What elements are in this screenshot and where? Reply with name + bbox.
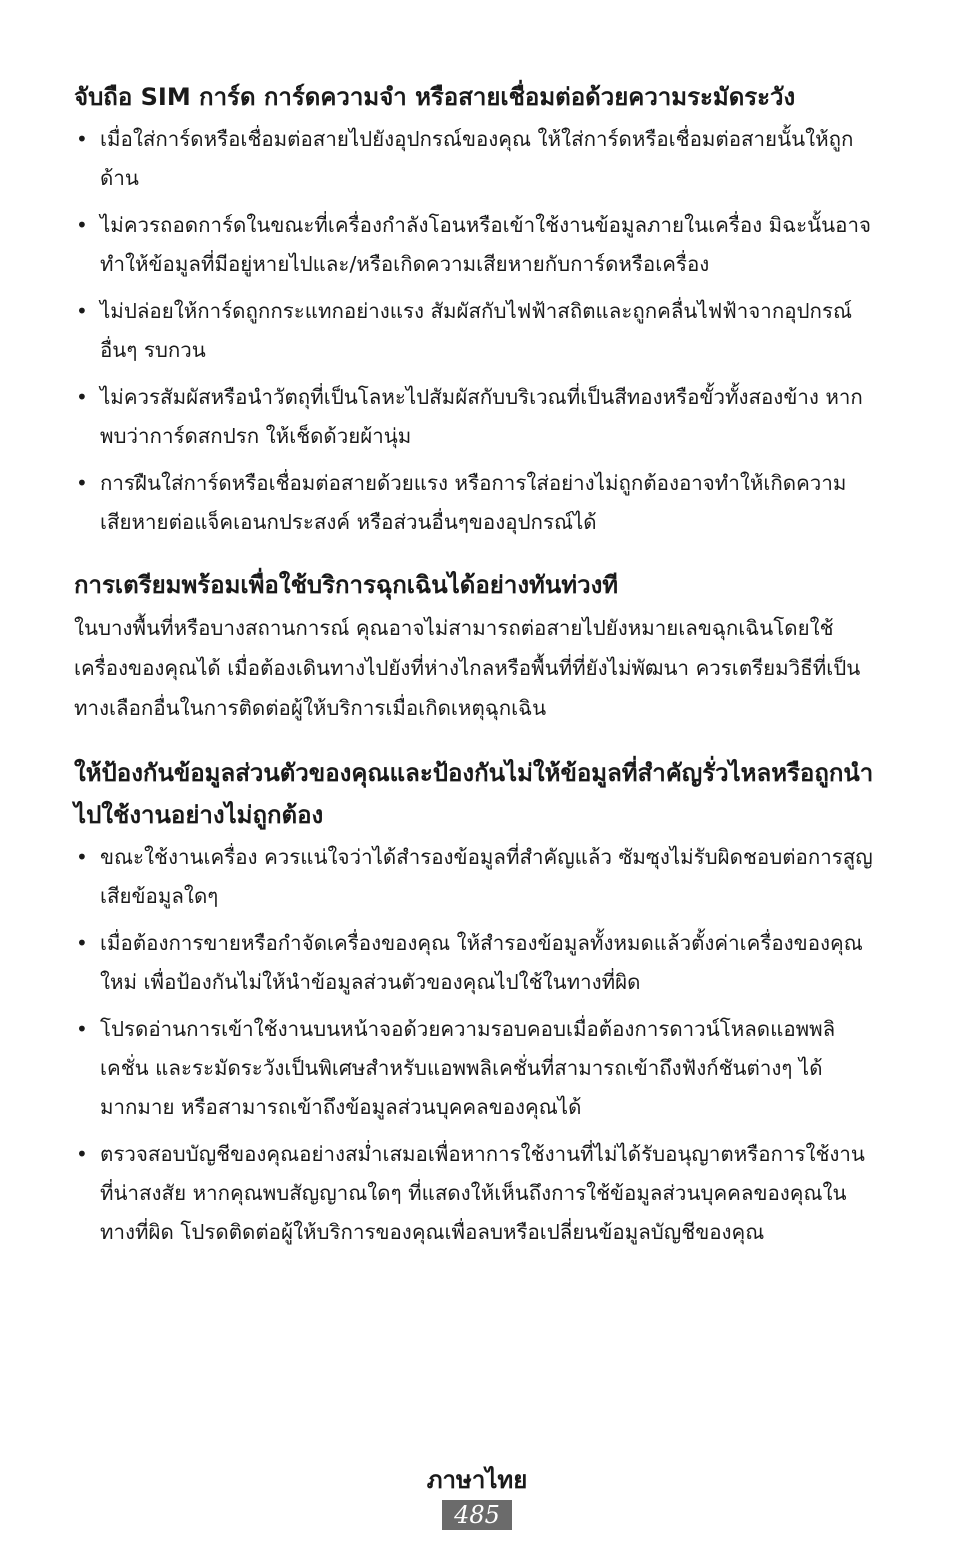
section-heading-emergency: การเตรียมพร้อมเพื่อใช้บริการฉุกเฉินได้อย่างทันท่วงที	[74, 571, 619, 599]
list-item	[74, 1010, 874, 1127]
list-item-text: ตรวจสอบบัญชีของคุณอย่างสม่ำเสมอเพื่อหาการใช้งานที่ไม่ได้รับอนุญาตหรือการใช้งานที่น่าสงสัย หากคุณพบสัญญาณใดๆ ที่แสดงให้เห็นถึงการใช้ข้อมูลส่วนบุคคลของคุณในทางที่ผิด โปรดติดต่อผู้ให้บริการของคุณเพื่อลบหรือเปลี่ยนข้อมูลบัญชีของคุณ	[100, 1142, 865, 1244]
page-number: 485	[442, 1500, 512, 1530]
list-item	[74, 924, 874, 1002]
list-item-text: การฝืนใส่การ์ดหรือเชื่อมต่อสายด้วยแรง หรือการใส่อย่างไม่ถูกต้องอาจทำให้เกิดความเสียหายต่อแจ็คเอนกประสงค์ หรือส่วนอื่นๆของอุปกรณ์ได้	[100, 471, 847, 534]
list-item-text: ไม่ปล่อยให้การ์ดถูกกระแทกอย่างแรง สัมผัสกับไฟฟ้าสถิตและถูกคลื่นไฟฟ้าจากอุปกรณ์อื่นๆ รบกวน	[100, 299, 852, 362]
list-item	[74, 838, 874, 916]
list-item-text: ขณะใช้งานเครื่อง ควรแน่ใจว่าได้สำรองข้อมูลที่สำคัญแล้ว ซัมซุงไม่รับผิดชอบต่อการสูญเสียข้อมูลใดๆ	[100, 845, 873, 908]
list-item	[74, 378, 874, 456]
bullet-icon: •	[76, 1142, 88, 1166]
bullet-icon: •	[76, 845, 88, 869]
section-heading-sim-card: จับถือ SIM การ์ด การ์ดความจำ หรือสายเชื่อมต่อด้วยความระมัดระวัง	[74, 83, 796, 111]
bullet-icon: •	[76, 1017, 88, 1041]
bullet-icon: •	[76, 385, 88, 409]
bullet-icon: •	[76, 299, 88, 323]
list-item	[74, 120, 874, 198]
section-heading-privacy: ให้ป้องกันข้อมูลส่วนตัวของคุณและป้องกันไม่ให้ข้อมูลที่สำคัญรั่วไหลหรือถูกนำไปใช้งานอย่างไม่ถูกต้อง	[74, 759, 874, 829]
list-item-text: โปรดอ่านการเข้าใช้งานบนหน้าจอด้วยความรอบคอบเมื่อต้องการดาวน์โหลดแอพพลิเคชั่น และระมัดระวังเป็นพิเศษสำหรับแอพพลิเคชั่นที่สามารถเข้าถึงฟังก์ชันต่างๆ ได้มากมาย หรือสามารถเข้าถึงข้อมูลส่วนบุคคลของคุณได้	[100, 1017, 836, 1119]
bullet-icon: •	[76, 127, 88, 151]
list-item-text: ไม่ควรสัมผัสหรือนำวัตถุที่เป็นโลหะไปสัมผัสกับบริเวณที่เป็นสีทองหรือขั้วทั้งสองข้าง หากพบว่าการ์ดสกปรก ให้เช็ดด้วยผ้านุ่ม	[100, 385, 863, 448]
paragraph-emergency: ในบางพื้นที่หรือบางสถานการณ์ คุณอาจไม่สามารถต่อสายไปยังหมายเลขฉุกเฉินโดยใช้เครื่องของคุณได้ เมื่อต้องเดินทางไปยังที่ห่างไกลหรือพื้นที่ที่ยังไม่พัฒนา ควรเตรียมวิธีที่เป็นทางเลือกอื่นในการติดต่อผู้ให้บริการเมื่อเกิดเหตุฉุกเฉิน	[74, 616, 861, 720]
bullet-icon: •	[76, 931, 88, 955]
document-body	[74, 76, 874, 1260]
bullet-list-privacy	[74, 838, 874, 1252]
list-item	[74, 206, 874, 284]
bullet-icon: •	[76, 471, 88, 495]
language-label: ภาษาไทย	[426, 1466, 528, 1494]
bullet-list-sim-card	[74, 120, 874, 542]
list-item-text: ไม่ควรถอดการ์ดในขณะที่เครื่องกำลังโอนหรือเข้าใช้งานข้อมูลภายในเครื่อง มิฉะนั้นอาจทำให้ข้อมูลที่มีอยู่หายไปและ/หรือเกิดความเสียหายกับการ์ดหรือเครื่อง	[100, 213, 872, 276]
list-item	[74, 464, 874, 542]
bullet-icon: •	[76, 213, 88, 237]
list-item	[74, 1135, 874, 1252]
list-item-text: เมื่อใส่การ์ดหรือเชื่อมต่อสายไปยังอุปกรณ์ของคุณ ให้ใส่การ์ดหรือเชื่อมต่อสายนั้นให้ถูกด้าน	[100, 127, 854, 190]
list-item	[74, 292, 874, 370]
page-footer	[0, 1462, 954, 1530]
list-item-text: เมื่อต้องการขายหรือกำจัดเครื่องของคุณ ให้สำรองข้อมูลทั้งหมดแล้วตั้งค่าเครื่องของคุณใหม่ เพื่อป้องกันไม่ให้นำข้อมูลส่วนตัวของคุณไปใช้ในทางที่ผิด	[100, 931, 863, 994]
